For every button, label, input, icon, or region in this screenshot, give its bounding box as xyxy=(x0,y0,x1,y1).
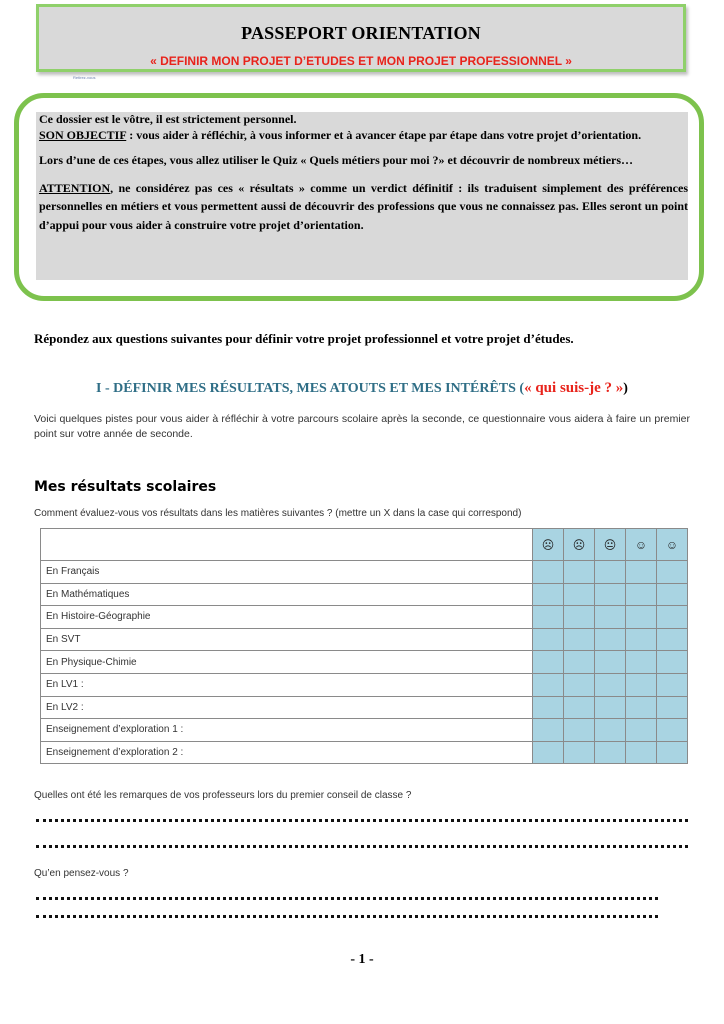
very-sad-face-icon: ☹ xyxy=(533,529,564,561)
objective-text: : vous aider à réfléchir, à vous informer et à avancer étape par étape dans votre projet d’orientation. xyxy=(126,127,642,142)
rating-cell[interactable] xyxy=(595,696,626,719)
question-opinion: Qu’en pensez-vous ? xyxy=(34,868,129,879)
rating-cell[interactable] xyxy=(595,606,626,629)
page-subtitle: « DEFINIR MON PROJET D’ETUDES ET MON PROJET PROFESSIONNEL » xyxy=(150,54,572,68)
header-blank-cell xyxy=(41,529,533,561)
subject-label: En Mathématiques xyxy=(41,583,533,606)
rating-cell[interactable] xyxy=(595,583,626,606)
results-heading: Mes résultats scolaires xyxy=(34,479,217,495)
section-title-end: ) xyxy=(623,381,628,396)
rating-cell[interactable] xyxy=(564,628,595,651)
rating-cell[interactable] xyxy=(626,651,657,674)
rating-cell[interactable] xyxy=(657,673,688,696)
grades-header-row xyxy=(41,529,688,561)
rating-cell[interactable] xyxy=(595,561,626,584)
section-intro: Voici quelques pistes pour vous aider à réfléchir à votre parcours scolaire après la seconde, ce questionnaire vous aidera à faire un premier point sur votre année de seconde. xyxy=(34,413,690,440)
answer-line-1[interactable] xyxy=(36,819,688,822)
rating-cell[interactable] xyxy=(564,606,595,629)
rating-cell[interactable] xyxy=(626,696,657,719)
intro-line-personal: Ce dossier est le vôtre, il est strictement personnel. xyxy=(39,112,297,126)
rating-cell[interactable] xyxy=(657,651,688,674)
answer-line-2[interactable] xyxy=(36,845,688,848)
rating-cell[interactable] xyxy=(533,651,564,674)
table-row xyxy=(41,673,688,696)
attention-label: ATTENTION xyxy=(39,180,111,195)
table-row xyxy=(41,719,688,742)
rating-cell[interactable] xyxy=(657,606,688,629)
subject-label: En Physique-Chimie xyxy=(41,651,533,674)
rating-cell[interactable] xyxy=(595,719,626,742)
rating-cell[interactable] xyxy=(657,583,688,606)
intro-frame xyxy=(14,93,704,301)
rating-cell[interactable] xyxy=(595,741,626,764)
table-row xyxy=(41,583,688,606)
page-title: PASSEPORT ORIENTATION xyxy=(241,23,481,43)
objective-label: SON OBJECTIF xyxy=(39,127,127,142)
subject-label: Enseignement d’exploration 1 : xyxy=(41,719,533,742)
table-row xyxy=(41,628,688,651)
question-teachers-remarks: Quelles ont été les remarques de vos professeurs lors du premier conseil de classe ? xyxy=(34,790,412,801)
rating-cell[interactable] xyxy=(626,673,657,696)
subject-label: En SVT xyxy=(41,628,533,651)
rating-cell[interactable] xyxy=(595,651,626,674)
rating-cell[interactable] xyxy=(626,583,657,606)
neutral-face-icon: 😐 xyxy=(595,529,626,561)
tiny-note: Retirez-vous xyxy=(73,75,96,80)
table-row xyxy=(41,696,688,719)
grades-table xyxy=(40,528,688,764)
results-caption: Comment évaluez-vous vos résultats dans les matières suivantes ? (mettre un X dans la case qui correspond) xyxy=(34,508,522,519)
rating-cell[interactable] xyxy=(564,719,595,742)
rating-cell[interactable] xyxy=(626,741,657,764)
rating-cell[interactable] xyxy=(626,719,657,742)
rating-cell[interactable] xyxy=(564,651,595,674)
rating-cell[interactable] xyxy=(564,741,595,764)
rating-cell[interactable] xyxy=(626,628,657,651)
rating-cell[interactable] xyxy=(564,696,595,719)
rating-cell[interactable] xyxy=(595,628,626,651)
table-row xyxy=(41,561,688,584)
rating-cell[interactable] xyxy=(657,628,688,651)
subject-label: En Français xyxy=(41,561,533,584)
rating-cell[interactable] xyxy=(626,561,657,584)
intro-quiz: Lors d’une de ces étapes, vous allez utiliser le Quiz « Quels métiers pour moi ?» et découvrir de nombreux métiers… xyxy=(39,153,634,168)
rating-cell[interactable] xyxy=(564,561,595,584)
rating-cell[interactable] xyxy=(533,741,564,764)
happy-face-icon: ☺ xyxy=(657,529,688,561)
rating-cell[interactable] xyxy=(533,606,564,629)
table-row xyxy=(41,606,688,629)
subject-label: En LV1 : xyxy=(41,673,533,696)
rating-cell[interactable] xyxy=(533,561,564,584)
rating-cell[interactable] xyxy=(657,561,688,584)
subject-label: Enseignement d’exploration 2 : xyxy=(41,741,533,764)
table-row xyxy=(41,741,688,764)
smile-face-icon: ☺ xyxy=(626,529,657,561)
table-row xyxy=(41,651,688,674)
page-number: - 1 - xyxy=(350,952,374,967)
attention-text: , ne considérez pas ces « résultats » comme un verdict définitif : ils traduisent simplement des préférences personnelles en métiers et vous permettent aussi de découvrir des professions que vous ne connaissez pas. Elles seront un point d’appui pour vous aider à construire votre projet d’orientation. xyxy=(39,180,688,232)
rating-cell[interactable] xyxy=(564,583,595,606)
rating-cell[interactable] xyxy=(533,719,564,742)
subject-label: En LV2 : xyxy=(41,696,533,719)
rating-cell[interactable] xyxy=(657,719,688,742)
intro-objective xyxy=(39,128,688,144)
rating-cell[interactable] xyxy=(564,673,595,696)
section-title xyxy=(0,380,724,397)
answer-line-4[interactable] xyxy=(36,915,658,918)
intro-attention xyxy=(39,179,688,235)
rating-cell[interactable] xyxy=(533,673,564,696)
instruction-text: Répondez aux questions suivantes pour définir votre projet professionnel et votre projet d’études. xyxy=(34,331,574,346)
rating-cell[interactable] xyxy=(657,741,688,764)
rating-cell[interactable] xyxy=(595,673,626,696)
rating-cell[interactable] xyxy=(657,696,688,719)
rating-cell[interactable] xyxy=(626,606,657,629)
answer-line-3[interactable] xyxy=(36,897,658,900)
rating-cell[interactable] xyxy=(533,583,564,606)
rating-cell[interactable] xyxy=(533,628,564,651)
rating-cell[interactable] xyxy=(533,696,564,719)
section-title-main: I - DÉFINIR MES RÉSULTATS, MES ATOUTS ET MES INTÉRÊTS ( xyxy=(96,381,525,396)
intro-text-block xyxy=(36,112,688,280)
section-title-question: « qui suis-je ? » xyxy=(524,380,624,396)
sad-face-icon: ☹ xyxy=(564,529,595,561)
header-box xyxy=(36,4,686,72)
subject-label: En Histoire-Géographie xyxy=(41,606,533,629)
